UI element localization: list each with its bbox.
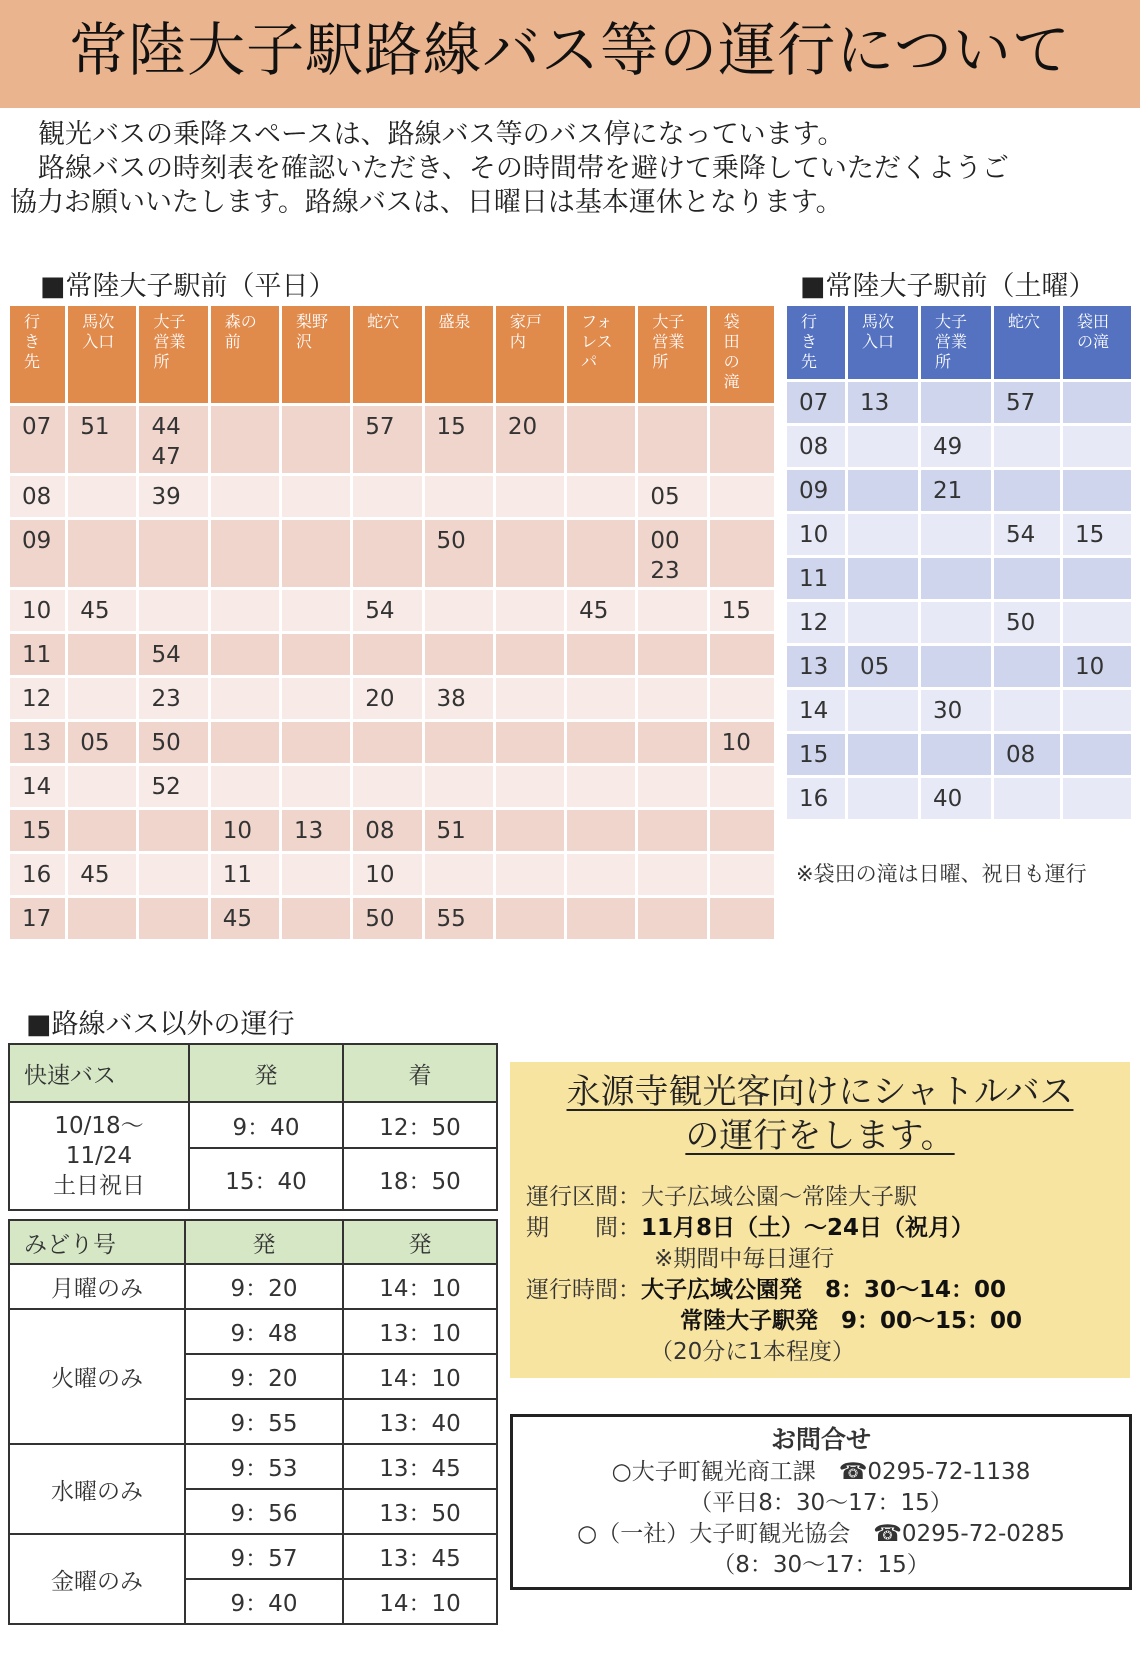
wk-header-9: 大子 営業 所: [638, 306, 706, 403]
wk-hour-cell: 08: [10, 476, 65, 517]
sat-hour-cell: 13: [787, 646, 845, 687]
wk-time-cell: [496, 590, 564, 631]
sat-header-1: 馬次 入口: [848, 306, 918, 379]
time-label: 運行時間：: [526, 1277, 641, 1303]
wk-time-cell: [496, 722, 564, 763]
wk-time-cell: [353, 520, 421, 587]
wk-hour-cell: 09: [10, 520, 65, 587]
table-row: [787, 646, 1131, 687]
wk-time-cell: [282, 590, 350, 631]
wk-time-cell: 05: [638, 476, 706, 517]
sat-time-cell: [848, 426, 918, 467]
wk-hour-cell: 12: [10, 678, 65, 719]
wk-time-cell: [638, 634, 706, 675]
shuttle-title-2: [510, 1114, 1130, 1158]
sat-time-cell: [994, 558, 1060, 599]
sat-hour-cell: 11: [787, 558, 845, 599]
wk-time-cell: 20: [353, 678, 421, 719]
wk-time-cell: [425, 590, 493, 631]
sat-time-cell: [1063, 382, 1131, 423]
table-row: [10, 590, 774, 631]
midori-depart2-cell: 13：45: [343, 1534, 497, 1579]
wk-header-4: 梨野 沢: [282, 306, 350, 403]
wk-time-cell: 15: [710, 590, 774, 631]
midori-depart2-cell: 13：50: [343, 1489, 497, 1534]
wk-time-cell: 38: [425, 678, 493, 719]
wk-time-cell: [68, 520, 136, 587]
sat-time-cell: [921, 514, 991, 555]
table-row: [10, 476, 774, 517]
sat-time-cell: 10: [1063, 646, 1131, 687]
wk-time-cell: 45: [68, 854, 136, 895]
wk-time-cell: [68, 476, 136, 517]
wk-time-cell: [496, 898, 564, 939]
shuttle-route: [526, 1182, 917, 1213]
wk-time-cell: [211, 476, 279, 517]
shuttle-time: [526, 1275, 1006, 1306]
sat-time-cell: 05: [848, 646, 918, 687]
wk-time-cell: 44 47: [139, 406, 207, 473]
wk-time-cell: 10: [211, 810, 279, 851]
wk-header-7: 家戸 内: [496, 306, 564, 403]
table-row: [9, 1309, 497, 1354]
wk-time-cell: [496, 766, 564, 807]
wk-time-cell: 20: [496, 406, 564, 473]
wk-time-cell: 50: [425, 520, 493, 587]
sat-header-2: 大子 営業 所: [921, 306, 991, 379]
wk-time-cell: [496, 520, 564, 587]
intro-line-3: 協力お願いいたします。路線バスは、日曜日は基本運休となります。: [10, 187, 843, 218]
wk-time-cell: [496, 854, 564, 895]
wk-time-cell: [710, 634, 774, 675]
table-row: [787, 690, 1131, 731]
sat-time-cell: [848, 602, 918, 643]
midori-day-cell: 月曜のみ: [9, 1264, 185, 1309]
wk-time-cell: 54: [353, 590, 421, 631]
sat-time-cell: 15: [1063, 514, 1131, 555]
table-row: [10, 520, 774, 587]
wk-time-cell: 51: [425, 810, 493, 851]
other-heading: ■路線バス以外の運行: [26, 1009, 295, 1040]
wk-time-cell: [710, 406, 774, 473]
wk-header-6: 盛泉: [425, 306, 493, 403]
sat-header-4: 袋田 の滝: [1063, 306, 1131, 379]
wk-time-cell: [638, 590, 706, 631]
table-row: [9, 1444, 497, 1489]
wk-time-cell: [710, 476, 774, 517]
table-row: [10, 854, 774, 895]
midori-depart-cell: 9：57: [185, 1534, 343, 1579]
wk-time-cell: 45: [68, 590, 136, 631]
table-row: [787, 602, 1131, 643]
wk-time-cell: [211, 722, 279, 763]
sat-time-cell: [994, 646, 1060, 687]
wk-time-cell: [496, 476, 564, 517]
midori-depart-cell: 9：20: [185, 1264, 343, 1309]
midori-header-1: 発: [185, 1220, 343, 1264]
wk-time-cell: [496, 678, 564, 719]
midori-depart-cell: 9：20: [185, 1354, 343, 1399]
wk-time-cell: [567, 634, 635, 675]
wk-time-cell: [139, 590, 207, 631]
sat-hour-cell: 12: [787, 602, 845, 643]
wk-time-cell: 10: [353, 854, 421, 895]
wk-hour-cell: 16: [10, 854, 65, 895]
contact-line-2: （平日8：30～17：15）: [689, 1490, 953, 1516]
wk-time-cell: [282, 476, 350, 517]
sat-time-cell: [1063, 778, 1131, 819]
wk-time-cell: 23: [139, 678, 207, 719]
intro-line-1: 観光バスの乗降スペースは、路線バス等のバス停になっています。: [38, 119, 845, 150]
wk-time-cell: [710, 810, 774, 851]
wk-time-cell: [496, 810, 564, 851]
wk-time-cell: [282, 634, 350, 675]
wk-time-cell: [353, 766, 421, 807]
wk-time-cell: 55: [425, 898, 493, 939]
wk-time-cell: [567, 476, 635, 517]
wk-time-cell: [68, 634, 136, 675]
sat-hour-cell: 10: [787, 514, 845, 555]
shuttle-period: [526, 1213, 974, 1244]
sat-hour-cell: 14: [787, 690, 845, 731]
midori-depart-cell: 9：48: [185, 1309, 343, 1354]
sat-hour-cell: 16: [787, 778, 845, 819]
table-row: [9, 1264, 497, 1309]
wk-time-cell: 00 23: [638, 520, 706, 587]
midori-depart-cell: 9：56: [185, 1489, 343, 1534]
wk-time-cell: [68, 766, 136, 807]
contact-line-1: ○大子町観光商工課 ☎0295-72-1138: [611, 1459, 1031, 1485]
wk-time-cell: [211, 406, 279, 473]
wk-header-1: 馬次 入口: [68, 306, 136, 403]
sat-time-cell: [848, 514, 918, 555]
sat-time-cell: 54: [994, 514, 1060, 555]
wk-time-cell: [567, 810, 635, 851]
table-row: [10, 406, 774, 473]
sat-header-3: 蛇穴: [994, 306, 1060, 379]
sat-time-cell: 13: [848, 382, 918, 423]
wk-time-cell: [425, 634, 493, 675]
wk-time-cell: [282, 678, 350, 719]
table-row: [9, 1534, 497, 1579]
sat-time-cell: [994, 778, 1060, 819]
wk-time-cell: [425, 722, 493, 763]
wk-time-cell: [567, 678, 635, 719]
table-row: [787, 470, 1131, 511]
time-value-1: 大子広域公園発 8：30～14：00: [641, 1277, 1007, 1303]
sat-time-cell: [921, 602, 991, 643]
wk-time-cell: [211, 634, 279, 675]
wk-hour-cell: 15: [10, 810, 65, 851]
midori-depart2-cell: 14：10: [343, 1264, 497, 1309]
wk-time-cell: 39: [139, 476, 207, 517]
midori-depart-cell: 9：55: [185, 1399, 343, 1444]
wk-time-cell: [710, 898, 774, 939]
sat-time-cell: [848, 690, 918, 731]
period-note: ※期間中毎日運行: [654, 1246, 835, 1272]
wk-time-cell: [282, 854, 350, 895]
wk-time-cell: [567, 766, 635, 807]
wk-time-cell: [282, 520, 350, 587]
wk-time-cell: [353, 476, 421, 517]
sat-time-cell: [921, 734, 991, 775]
wk-time-cell: [567, 722, 635, 763]
intro-line-2: 路線バスの時刻表を確認いただき、その時間帯を避けて乗降していただくようご: [38, 153, 1009, 184]
wk-header-0: 行 き 先: [10, 306, 65, 403]
rapid-depart-1: 9：40: [189, 1102, 343, 1148]
wk-time-cell: [139, 520, 207, 587]
weekday-timetable: [7, 303, 777, 942]
sat-hour-cell: 08: [787, 426, 845, 467]
wk-time-cell: [425, 766, 493, 807]
sat-time-cell: [1063, 690, 1131, 731]
table-row: [10, 898, 774, 939]
shuttle-title-line-2: の運行をします。: [685, 1116, 955, 1156]
sat-hour-cell: 07: [787, 382, 845, 423]
sat-time-cell: [994, 470, 1060, 511]
wk-header-2: 大子 営業 所: [139, 306, 207, 403]
wk-time-cell: [282, 766, 350, 807]
wk-time-cell: [353, 722, 421, 763]
route-label: 運行区間：: [526, 1184, 641, 1210]
wk-header-5: 蛇穴: [353, 306, 421, 403]
wk-time-cell: [282, 898, 350, 939]
wk-header-10: 袋 田 の 滝: [710, 306, 774, 403]
wk-time-cell: [211, 590, 279, 631]
sat-time-cell: [994, 690, 1060, 731]
wk-time-cell: [496, 634, 564, 675]
wk-time-cell: 10: [710, 722, 774, 763]
wk-time-cell: [211, 678, 279, 719]
wk-time-cell: [68, 810, 136, 851]
wk-time-cell: [710, 854, 774, 895]
midori-day-cell: 水曜のみ: [9, 1444, 185, 1534]
midori-depart-cell: 9：40: [185, 1579, 343, 1624]
wk-time-cell: 45: [211, 898, 279, 939]
wk-time-cell: [567, 898, 635, 939]
rapid-header-name: 快速バス: [9, 1044, 189, 1102]
wk-time-cell: 15: [425, 406, 493, 473]
sat-time-cell: 08: [994, 734, 1060, 775]
wk-time-cell: [638, 898, 706, 939]
sat-time-cell: 21: [921, 470, 991, 511]
time-note: （20分に1本程度）: [650, 1339, 855, 1365]
midori-bus-table: [8, 1219, 498, 1625]
wk-time-cell: [211, 766, 279, 807]
wk-time-cell: [567, 406, 635, 473]
sat-time-cell: [921, 382, 991, 423]
wk-time-cell: [638, 678, 706, 719]
table-row: [787, 778, 1131, 819]
wk-time-cell: 05: [68, 722, 136, 763]
wk-time-cell: 45: [567, 590, 635, 631]
wk-time-cell: [139, 898, 207, 939]
sat-hour-cell: 15: [787, 734, 845, 775]
sat-hour-cell: 09: [787, 470, 845, 511]
midori-depart2-cell: 13：45: [343, 1444, 497, 1489]
wk-time-cell: [638, 406, 706, 473]
wk-header-8: フォ レス パ: [567, 306, 635, 403]
sat-time-cell: [921, 558, 991, 599]
sat-time-cell: [848, 470, 918, 511]
period-label: 期 間：: [526, 1215, 641, 1241]
page-title: 常陸大子駅路線バス等の運行について: [69, 16, 1071, 84]
midori-header-2: 発: [343, 1220, 497, 1264]
sat-time-cell: [1063, 426, 1131, 467]
midori-depart-cell: 9：53: [185, 1444, 343, 1489]
table-row: [787, 734, 1131, 775]
sat-time-cell: 40: [921, 778, 991, 819]
contact-line-3: ○（一社）大子町観光協会 ☎0295-72-0285: [577, 1521, 1065, 1547]
shuttle-title: [510, 1070, 1130, 1114]
sat-time-cell: [1063, 602, 1131, 643]
midori-header-0: みどり号: [9, 1220, 185, 1264]
wk-time-cell: [638, 766, 706, 807]
wk-time-cell: [567, 854, 635, 895]
wk-hour-cell: 17: [10, 898, 65, 939]
table-row: [10, 722, 774, 763]
wk-hour-cell: 13: [10, 722, 65, 763]
table-row: [10, 766, 774, 807]
table-row: [787, 382, 1131, 423]
sat-time-cell: [848, 734, 918, 775]
midori-depart2-cell: 13：10: [343, 1309, 497, 1354]
wk-time-cell: [638, 810, 706, 851]
sat-time-cell: [921, 646, 991, 687]
sat-time-cell: [994, 426, 1060, 467]
wk-time-cell: 57: [353, 406, 421, 473]
wk-time-cell: [211, 520, 279, 587]
midori-depart2-cell: 14：10: [343, 1579, 497, 1624]
period-value: 11月8日（土）～24日（祝月）: [641, 1215, 975, 1241]
rapid-header-depart: 発: [189, 1044, 343, 1102]
table-row: [10, 634, 774, 675]
table-row: [10, 810, 774, 851]
shuttle-title-line-1: 永源寺観光客向けにシャトルバス: [566, 1072, 1074, 1112]
wk-hour-cell: 11: [10, 634, 65, 675]
sat-time-cell: 50: [994, 602, 1060, 643]
wk-time-cell: 52: [139, 766, 207, 807]
sat-time-cell: [848, 778, 918, 819]
sat-time-cell: [1063, 558, 1131, 599]
route-value: 大子広域公園～常陸大子駅: [641, 1184, 917, 1210]
midori-day-cell: 金曜のみ: [9, 1534, 185, 1624]
wk-time-cell: 50: [139, 722, 207, 763]
wk-time-cell: 08: [353, 810, 421, 851]
wk-time-cell: 11: [211, 854, 279, 895]
table-row: [787, 426, 1131, 467]
wk-time-cell: [710, 678, 774, 719]
wk-time-cell: [139, 854, 207, 895]
weekday-heading: ■常陸大子駅前（平日）: [40, 271, 336, 302]
wk-time-cell: [425, 854, 493, 895]
table-row: [787, 514, 1131, 555]
wk-time-cell: [139, 810, 207, 851]
table-row: [10, 678, 774, 719]
saturday-note: ※袋田の滝は日曜、祝日も運行: [796, 862, 1087, 886]
sat-time-cell: 49: [921, 426, 991, 467]
wk-header-3: 森の 前: [211, 306, 279, 403]
wk-time-cell: [282, 722, 350, 763]
wk-time-cell: [710, 520, 774, 587]
sat-time-cell: 30: [921, 690, 991, 731]
wk-hour-cell: 07: [10, 406, 65, 473]
wk-time-cell: 13: [282, 810, 350, 851]
wk-time-cell: [353, 634, 421, 675]
wk-time-cell: [638, 854, 706, 895]
rapid-header-arrive: 着: [343, 1044, 497, 1102]
contact-title: お問合せ: [770, 1425, 871, 1454]
saturday-heading: ■常陸大子駅前（土曜）: [800, 271, 1096, 302]
rapid-arrive-1: 12：50: [343, 1102, 497, 1148]
rapid-arrive-2: 18：50: [343, 1148, 497, 1210]
rapid-period: 10/18～ 11/24 土日祝日: [9, 1102, 189, 1210]
wk-time-cell: 51: [68, 406, 136, 473]
wk-time-cell: [710, 766, 774, 807]
midori-day-cell: 火曜のみ: [9, 1309, 185, 1444]
wk-hour-cell: 10: [10, 590, 65, 631]
wk-time-cell: [68, 678, 136, 719]
table-row: [787, 558, 1131, 599]
rapid-bus-table: [8, 1043, 498, 1211]
midori-header-row: [9, 1220, 497, 1264]
wk-time-cell: [567, 520, 635, 587]
sat-header-0: 行 き 先: [787, 306, 845, 379]
wk-time-cell: 50: [353, 898, 421, 939]
rapid-depart-2: 15：40: [189, 1148, 343, 1210]
sat-time-cell: [848, 558, 918, 599]
wk-time-cell: [638, 722, 706, 763]
wk-hour-cell: 14: [10, 766, 65, 807]
sat-time-cell: [1063, 734, 1131, 775]
midori-depart2-cell: 13：40: [343, 1399, 497, 1444]
saturday-timetable: [784, 303, 1134, 822]
time-value-2: 常陸大子駅発 9：00～15：00: [680, 1308, 1023, 1334]
wk-time-cell: [282, 406, 350, 473]
wk-time-cell: 54: [139, 634, 207, 675]
sat-time-cell: [1063, 470, 1131, 511]
sat-time-cell: 57: [994, 382, 1060, 423]
contact-line-4: （8：30～17：15）: [712, 1552, 930, 1578]
wk-time-cell: [68, 898, 136, 939]
midori-depart2-cell: 14：10: [343, 1354, 497, 1399]
wk-time-cell: [425, 476, 493, 517]
